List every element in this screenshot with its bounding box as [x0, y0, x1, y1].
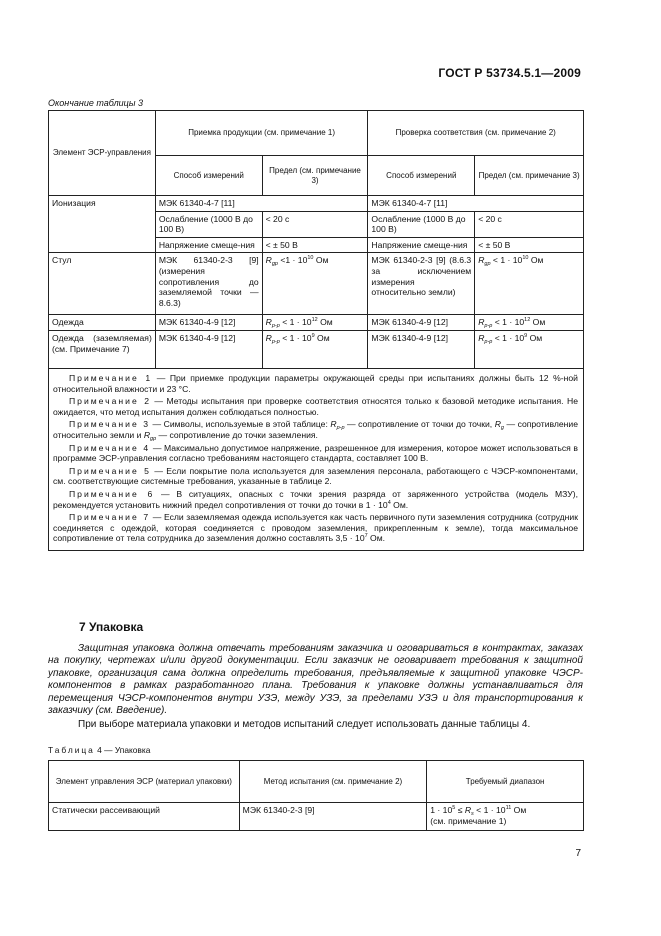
t4-col-element: Элемент управления ЭСР (материал упаковки) [49, 761, 240, 803]
sub-limit-header: Предел (см. примечание 3) [475, 156, 584, 196]
cell-attenuation-limit: < 20 с [475, 211, 584, 237]
note-3: Примечание 3 — Символы, используемые в этой таблице: $R_{p-p}$ — сопротивление от точки до точки, $R_g$ — сопротивление относительно земли и $R_{gp}$ — сопротивление до точки заземления. [53, 419, 579, 442]
cell-clothing-limit: $R_{p-p} < 1 \cdot 10^{12}$ Ом [475, 315, 584, 331]
row-clothing: Одежда [49, 315, 156, 331]
document-header: ГОСТ Р 53734.5.1—2009 [438, 66, 581, 80]
note-5: Примечание 5 — Если покрытие пола используется для заземления персонала, работающего с ЧЭСР-компонентами, см. соответствующие системные требования, указанные в таблице 2. [53, 465, 578, 487]
note-6: Примечание 6 — В ситуациях, опасных с точки зрения разряда от заряженного устройства (модель МЗУ), рекомендуется установить нижний предел сопротивления от точки до точки в $1 \cdot 10^4$ Ом. [53, 488, 578, 510]
cell-attenuation: Ослабление (1000 В до 100 В) [155, 211, 262, 237]
sub-method-header: Способ измерений [368, 156, 475, 196]
t4-cell-element: Статически рассеивающий [49, 803, 240, 831]
cell-chair-limit: $R_{gp} <1 \cdot 10^{10}$ Ом [262, 253, 368, 315]
cell-clothing-method: МЭК 61340-4-9 [12] [155, 315, 262, 331]
group-acceptance-header: Приемка продукции (см. примечание 1) [155, 111, 368, 156]
cell-offset-limit: < ± 50 В [475, 237, 584, 253]
group-compliance-header: Проверка соответствия (см. примечание 2) [368, 111, 584, 156]
cell-chair-limit: $R_{gp} < 1 \cdot 10^{10}$ Ом [475, 253, 584, 315]
cell-offset-limit: < ± 50 В [262, 237, 368, 253]
cell-chair-method: МЭК 61340-2-3 [9] (8.6.3 за исключением измерения относительно земли) [368, 253, 475, 315]
note-4: Примечание 4 — Максимально допустимое напряжение, разрешенное для измерения, которое может использоваться в программе ЭСР-управления согласно требованиям настоящего стандарта, составляет 100 В. [53, 442, 578, 464]
section-heading: 7 Упаковка [79, 620, 144, 634]
sub-method-header: Способ измерений [155, 156, 262, 196]
row-chair: Стул [49, 253, 156, 315]
cell-clothing-limit: $R_{p-p} < 1 \cdot 10^{12}$ Ом [262, 315, 368, 331]
sub-limit-header: Предел (см. примечание 3) [262, 156, 368, 196]
t4-col-method: Метод испытания (см. примечание 2) [239, 761, 427, 803]
cell-ion-method: МЭК 61340-4-7 [11] [368, 196, 584, 212]
t4-cell-method: МЭК 61340-2-3 [9] [239, 803, 427, 831]
t4-cell-range: $1 \cdot 10^5 \le R_s < 1 \cdot 10^{11}$ Ом (см. примечание 1) [427, 803, 584, 831]
cell-attenuation-limit: < 20 с [262, 211, 368, 237]
cell-gclothing-limit: $R_{p-p} < 1 \cdot 10^9$ Ом [475, 330, 584, 368]
cell-gclothing-method: МЭК 61340-4-9 [12] [368, 330, 475, 368]
table-continuation-label: Окончание таблицы 3 [48, 98, 143, 108]
table-4 [48, 760, 584, 831]
note-7: Примечание 7 — Если заземляемая одежда используется как часть первичного пути заземления сотрудника (сотрудник соединяется с одеждой, которая соединяется с проводом заземления, прикрепленным к земле), тогда максимальное сопротивление от тела сотрудника до заземления должно составлять $3,5 \cdot 10^7$ Ом. [53, 512, 578, 544]
cell-offset-voltage: Напряжение смеще-ния [155, 237, 262, 253]
table-3 [48, 110, 584, 551]
row-ionization: Ионизация [49, 196, 156, 253]
note-2: Примечание 2 — Методы испытания при проверке соответствия относятся только к базовой методике испытания. Не ожидается, что метод испытания должен соблюдаться полностью. [53, 396, 578, 417]
table-notes [49, 368, 584, 550]
cell-gclothing-method: МЭК 61340-4-9 [12] [155, 330, 262, 368]
note-1: Примечание 1 — При приемке продукции параметры окружающей среды при испытаниях должны быть 12 %-ной относительной влажности и 23 °С. [53, 372, 578, 394]
section-paragraph: При выборе материала упаковки и методов испытаний следует использовать данные таблицы 4. [78, 719, 531, 730]
t4-col-range: Требуемый диапазон [427, 761, 584, 803]
cell-gclothing-limit: $R_{p-p} < 1 \cdot 10^9$ Ом [262, 330, 368, 368]
cell-ion-method: МЭК 61340-4-7 [11] [155, 196, 368, 212]
page-number: 7 [575, 848, 581, 859]
col-element-header: Элемент ЭСР-управления [49, 111, 156, 196]
cell-attenuation: Ослабление (1000 В до 100 В) [368, 211, 475, 237]
cell-clothing-method: МЭК 61340-4-9 [12] [368, 315, 475, 331]
table-4-caption: Таблица 4 — Упаковка [48, 745, 151, 755]
row-grounded-clothing: Одежда (заземляемая) (см. Примечание 7) [49, 330, 156, 368]
section-paragraph-italic: Защитная упаковка должна отвечать требованиям заказчика и оговариваться в контрактах, заказах на покупку, чертежах и/или другой документации. Если заказчик не оговаривает требования к защитной упаковке, организация сама должна определить требования, предъявляемые к защитной упаковке ЧЭСР-компонентов в рамках разработанного плана. Требования к упаковке должны устанавливаться для перемещения ЧЭСР-компонентов внутри УЗЭ, между УЗЭ, за пределами УЗЭ и для транспортирования к заказчику (см. Введение). [48, 643, 583, 717]
cell-chair-method: МЭК 61340-2-3 [9] (измерения сопротивления до заземляемой точки — 8.6.3) [155, 253, 262, 315]
cell-offset-voltage: Напряжение смеще-ния [368, 237, 475, 253]
